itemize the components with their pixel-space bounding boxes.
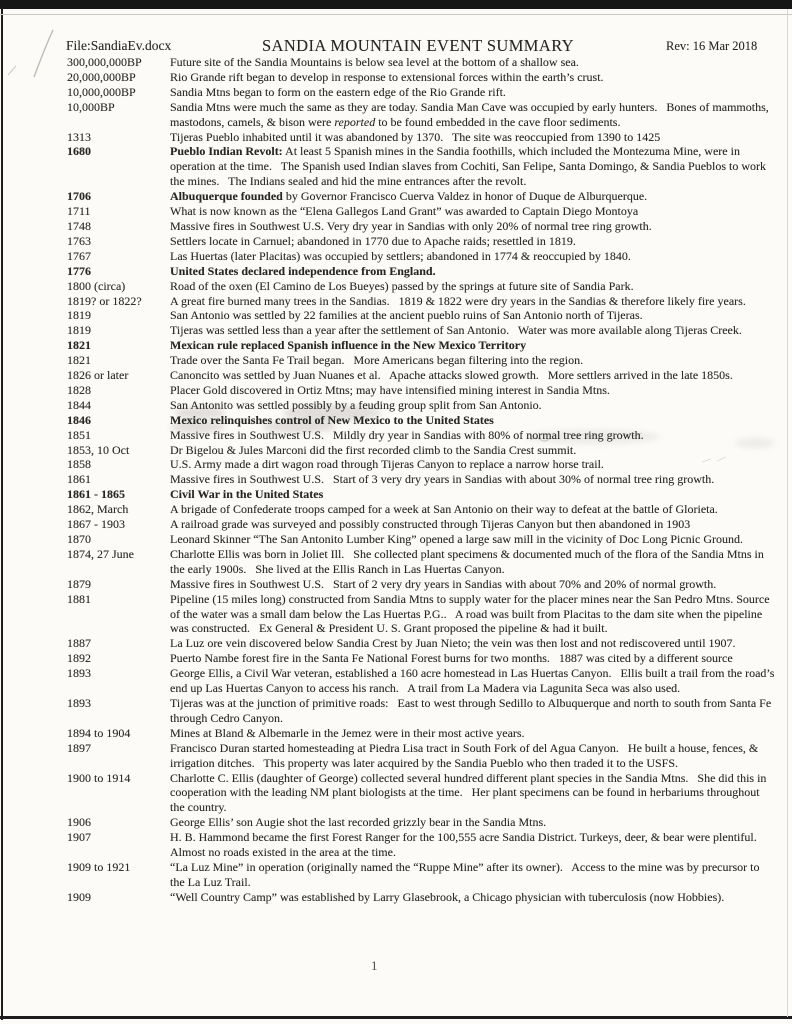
revision-date-label: Rev: 16 Mar 2018: [666, 39, 758, 53]
timeline-row: [67, 577, 777, 592]
event-description: Dr Bigelou & Jules Marconi did the first recorded climb to the Sandia Crest summit.: [170, 442, 577, 457]
event-description: “Well Country Camp” was established by Larry Glasebrook, a Chicago physician with tuberculosis (now Hobbies).: [170, 889, 725, 904]
event-date: 1826 or later: [67, 368, 129, 383]
event-date: 1313: [67, 129, 91, 144]
event-description: Massive fires in Southwest U.S. Very dry year in Sandias with only 20% of normal tree ring growth.: [170, 218, 652, 233]
event-description: What is now known as the “Elena Gallegos Land Grant” was awarded to Captain Diego Montoya: [170, 204, 639, 219]
event-date: 1844: [67, 397, 91, 412]
event-description: Mines at Bland & Albemarle in the Jemez were in their most active years.: [170, 725, 525, 740]
event-description: H. B. Hammond became the first Forest Ranger for the 100,555 acre Sandia District. Turkeys, deer, & bear were plentiful. Almost no roads existed in the area at the time.: [170, 830, 766, 860]
file-name-label: File:SandiaEv.docx: [66, 38, 172, 53]
event-date: 1900 to 1914: [67, 770, 131, 785]
timeline-row: [67, 219, 777, 234]
timeline-row: [67, 368, 777, 383]
timeline-row: [67, 592, 777, 637]
event-date: 1828: [67, 382, 91, 397]
timeline-row: [67, 144, 777, 189]
event-date: 1821: [67, 353, 91, 368]
event-date: 1887: [67, 636, 91, 651]
event-description: Tijeras was settled less than a year after the settlement of San Antonio. Water was more available along Tijeras Creek.: [170, 323, 742, 338]
event-date: 1897: [67, 740, 91, 755]
timeline-row: [67, 264, 777, 279]
event-date: 1858: [67, 457, 91, 472]
event-date: 1892: [67, 651, 91, 666]
event-date: 1861: [67, 472, 91, 487]
event-description: Placer Gold discovered in Ortiz Mtns; may have intensified mining interest in Sandia Mtns.: [170, 382, 610, 397]
event-description: Leonard Skinner “The San Antonito Lumber King” opened a large saw mill in the vicinity of Doc Long Picnic Ground.: [170, 532, 743, 546]
timeline-row: [67, 532, 777, 547]
event-description: A great fire burned many trees in the Sandias. 1819 & 1822 were dry years in the Sandias & therefore likely fire years.: [170, 293, 746, 308]
event-description: Future site of the Sandia Mountains is below sea level at the bottom of a shallow sea.: [170, 55, 579, 69]
scan-edge-bottom: [0, 1016, 792, 1019]
event-description: George Ellis, a Civil War veteran, established a 160 acre homestead in Las Huertas Canyon. Ellis built a trail from the road’s end up Las Huertas Canyon to access his ranch. A trail from La Madera via Lagunita Seca was also used.: [170, 666, 778, 696]
timeline-row: [67, 413, 777, 428]
timeline-row: [67, 85, 777, 100]
event-date: 1776: [67, 263, 91, 278]
event-date: 1893: [67, 695, 91, 710]
event-description: “La Luz Mine” in operation (originally named the “Ruppe Mine” after its owner). Access to the mine was by precursor to the La Luz Trail.: [170, 859, 763, 889]
event-description: Rio Grande rift began to develop in response to extensional forces within the earth’s crust.: [170, 69, 604, 84]
event-date: 1909 to 1921: [67, 859, 131, 874]
event-description: George Ellis’ son Augie shot the last recorded grizzly bear in the Sandia Mtns.: [170, 815, 547, 830]
timeline-row: [67, 636, 777, 651]
timeline-row: [67, 517, 777, 532]
event-description: United States declared independence from England.: [170, 263, 436, 278]
event-date: 1819: [67, 323, 91, 338]
event-description: Pipeline (15 miles long) constructed from Sandia Mtns to supply water for the placer mines near the San Pedro Mtns. Source of the water was a small dam below the Las Huertas P.G.. A road was built from Placitas to the dam site when the pipeline was constructed. Ex General & President U. S. Grant proposed the pipeline & had it built.: [170, 591, 773, 636]
document-header: [0, 0, 792, 55]
event-description: Sandia Mtns were much the same as they are today. Sandia Man Cave was occupied by early hunters. Bones of mammoths, mastodons, camels, & bison were reported to be found embedded in the cave floor sediments.: [170, 99, 772, 129]
event-date: 1874, 27 June: [67, 546, 134, 561]
timeline-row: [67, 383, 777, 398]
timeline-row: [67, 249, 777, 264]
timeline-row: [67, 130, 777, 145]
timeline-row: [67, 308, 777, 323]
event-description: Charlotte Ellis was born in Joliet Ill. She collected plant specimens & documented much of the flora of the Sandia Mtns in the early 1900s. She lived at the Ellis Ranch in Las Huertas Canyon.: [170, 546, 767, 576]
event-description: La Luz ore vein discovered below Sandia Crest by Juan Nieto; the vein was then lost and not rediscovered until 1907.: [170, 636, 736, 651]
timeline-row: [67, 189, 777, 204]
timeline-row: [67, 696, 777, 726]
event-date: 10,000BP: [67, 99, 115, 114]
event-date: 1853, 10 Oct: [67, 442, 130, 457]
timeline-row: [67, 771, 777, 816]
timeline-row: [67, 860, 777, 890]
timeline-row: [67, 487, 777, 502]
scan-edge-left: [1, 8, 3, 1020]
timeline-row: [67, 472, 777, 487]
event-date: 1893: [67, 666, 91, 681]
event-description: Massive fires in Southwest U.S. Start of 3 very dry years in Sandias with about 30% of normal tree ring growth.: [170, 472, 715, 487]
timeline-row: [67, 666, 777, 696]
timeline-row: [67, 428, 777, 443]
event-date: 1909: [67, 889, 91, 904]
timeline-row: [67, 100, 777, 130]
timeline-row: [67, 830, 777, 860]
event-date: 1870: [67, 532, 91, 546]
timeline-row: [67, 547, 777, 577]
event-description: San Antonito was settled possibly by a feuding group split from San Antonio.: [170, 397, 542, 412]
event-date: 1861 - 1865: [67, 487, 125, 502]
event-date: 1894 to 1904: [67, 725, 131, 740]
timeline-row: [67, 398, 777, 413]
timeline-row: [67, 457, 777, 472]
timeline-row: [67, 338, 777, 353]
event-date: 20,000,000BP: [67, 69, 136, 84]
event-description: Civil War in the United States: [170, 487, 324, 502]
timeline-row: [67, 815, 777, 830]
event-date: 1862, March: [67, 502, 129, 517]
event-description: A brigade of Confederate troops camped for a week at San Antonio on their way to defeat at the battle of Glorieta.: [170, 502, 718, 517]
event-date: 1821: [67, 338, 91, 353]
event-date: 1907: [67, 830, 91, 845]
event-date: 1706: [67, 189, 91, 204]
timeline-row: [67, 294, 777, 309]
event-date: 1846: [67, 412, 91, 427]
event-description: Canoncito was settled by Juan Nuanes et al. Apache attacks slowed growth. More settlers arrived in the late 1850s.: [170, 368, 733, 383]
timeline-row: [67, 279, 777, 294]
event-description: U.S. Army made a dirt wagon road through Tijeras Canyon to replace a narrow horse trail.: [170, 457, 604, 472]
event-date: 1763: [67, 233, 91, 248]
event-description: Mexican rule replaced Spanish influence in the New Mexico Territory: [170, 338, 527, 353]
timeline-row: [67, 741, 777, 771]
event-date: 1906: [67, 815, 91, 830]
paper-edge-line-right: [787, 9, 788, 1017]
event-date: 1767: [67, 248, 91, 263]
event-date: 300,000,000BP: [67, 55, 142, 69]
event-date: 10,000,000BP: [67, 84, 136, 99]
timeline-row: [67, 651, 777, 666]
timeline-row: [67, 323, 777, 338]
timeline-row: [67, 726, 777, 741]
event-date: 1881: [67, 591, 91, 606]
timeline-row: [67, 55, 777, 70]
event-description: Massive fires in Southwest U.S. Mildly dry year in Sandias with 80% of normal tree ring growth.: [170, 427, 644, 442]
event-description: Road of the oxen (El Camino de Los Bueyes) passed by the springs at future site of Sandia Park.: [170, 278, 634, 293]
page-number: 1: [371, 958, 378, 973]
event-description: Sandia Mtns began to form on the eastern edge of the Rio Grande rift.: [170, 84, 506, 99]
event-description: Trade over the Santa Fe Trail began. More Americans began filtering into the region.: [170, 353, 584, 368]
event-date: 1851: [67, 427, 91, 442]
event-description: A railroad grade was surveyed and possibly constructed through Tijeras Canyon but then abandoned in 1903: [170, 517, 691, 532]
event-date: 1819? or 1822?: [67, 293, 142, 308]
event-description: Puerto Nambe forest fire in the Santa Fe National Forest burns for two months. 1887 was cited by a different source: [170, 651, 733, 666]
timeline-row: [67, 353, 777, 368]
event-description: Tijeras Pueblo inhabited until it was abandoned by 1370. The site was reoccupied from 1390 to 1425: [170, 129, 661, 144]
event-description: Massive fires in Southwest U.S. Start of 2 very dry years in Sandias with about 70% and 20% of normal growth.: [170, 576, 717, 591]
event-timeline: [67, 55, 777, 905]
event-description: Pueblo Indian Revolt: At least 5 Spanish mines in the Sandia foothills, which included the Montezuma Mine, were in operation at the time. The Spanish used Indian slaves from Cochiti, San Felipe, Santa Domingo, & Sandia Pueblos to work the mines. The Indians sealed and hid the mine entrances after the revolt.: [170, 144, 770, 189]
event-date: 1879: [67, 576, 91, 591]
event-description: Albuquerque founded by Governor Francisco Cuerva Valdez in honor of Duque de Alburquerque.: [170, 189, 648, 204]
event-description: San Antonio was settled by 22 families at the ancient pueblo ruins of San Antonio north of Tijeras.: [170, 308, 643, 323]
timeline-row: [67, 204, 777, 219]
event-date: 1711: [67, 204, 91, 219]
timeline-row: [67, 890, 777, 905]
page-title: SANDIA MOUNTAIN EVENT SUMMARY: [261, 36, 575, 55]
event-description: Charlotte C. Ellis (daughter of George) collected several hundred different plant species in the Sandia Mtns. She did this in cooperation with the leading NM plant biologists at the time. Her plant specimens can be found in herbariums throughout the country.: [170, 770, 770, 815]
timeline-row: [67, 234, 777, 249]
event-description: Las Huertas (later Placitas) was occupied by settlers; abandoned in 1774 & reoccupied by 1840.: [170, 248, 631, 263]
event-description: Settlers locate in Carnuel; abandoned in 1770 due to Apache raids; resettled in 1819.: [170, 233, 576, 248]
event-date: 1867 - 1903: [67, 517, 125, 532]
event-date: 1819: [67, 308, 91, 323]
timeline-row: [67, 70, 777, 85]
event-description: Tijeras was at the junction of primitive roads: East to west through Sedillo to Albuquerque and north to south from Santa Fe through Cedro Canyon.: [170, 695, 775, 725]
timeline-row: [67, 502, 777, 517]
event-date: 1748: [67, 218, 91, 233]
event-date: 1680: [67, 144, 91, 159]
timeline-row: [67, 443, 777, 458]
event-description: Mexico relinquishes control of New Mexico to the United States: [170, 412, 494, 427]
event-date: 1800 (circa): [67, 278, 126, 293]
event-description: Francisco Duran started homesteading at Piedra Lisa tract in South Fork of del Agua Canyon. He built a house, fences, & irrigation ditches. This property was later acquired by the Sandia Pueblo who then traded it to the USFS.: [170, 740, 762, 770]
